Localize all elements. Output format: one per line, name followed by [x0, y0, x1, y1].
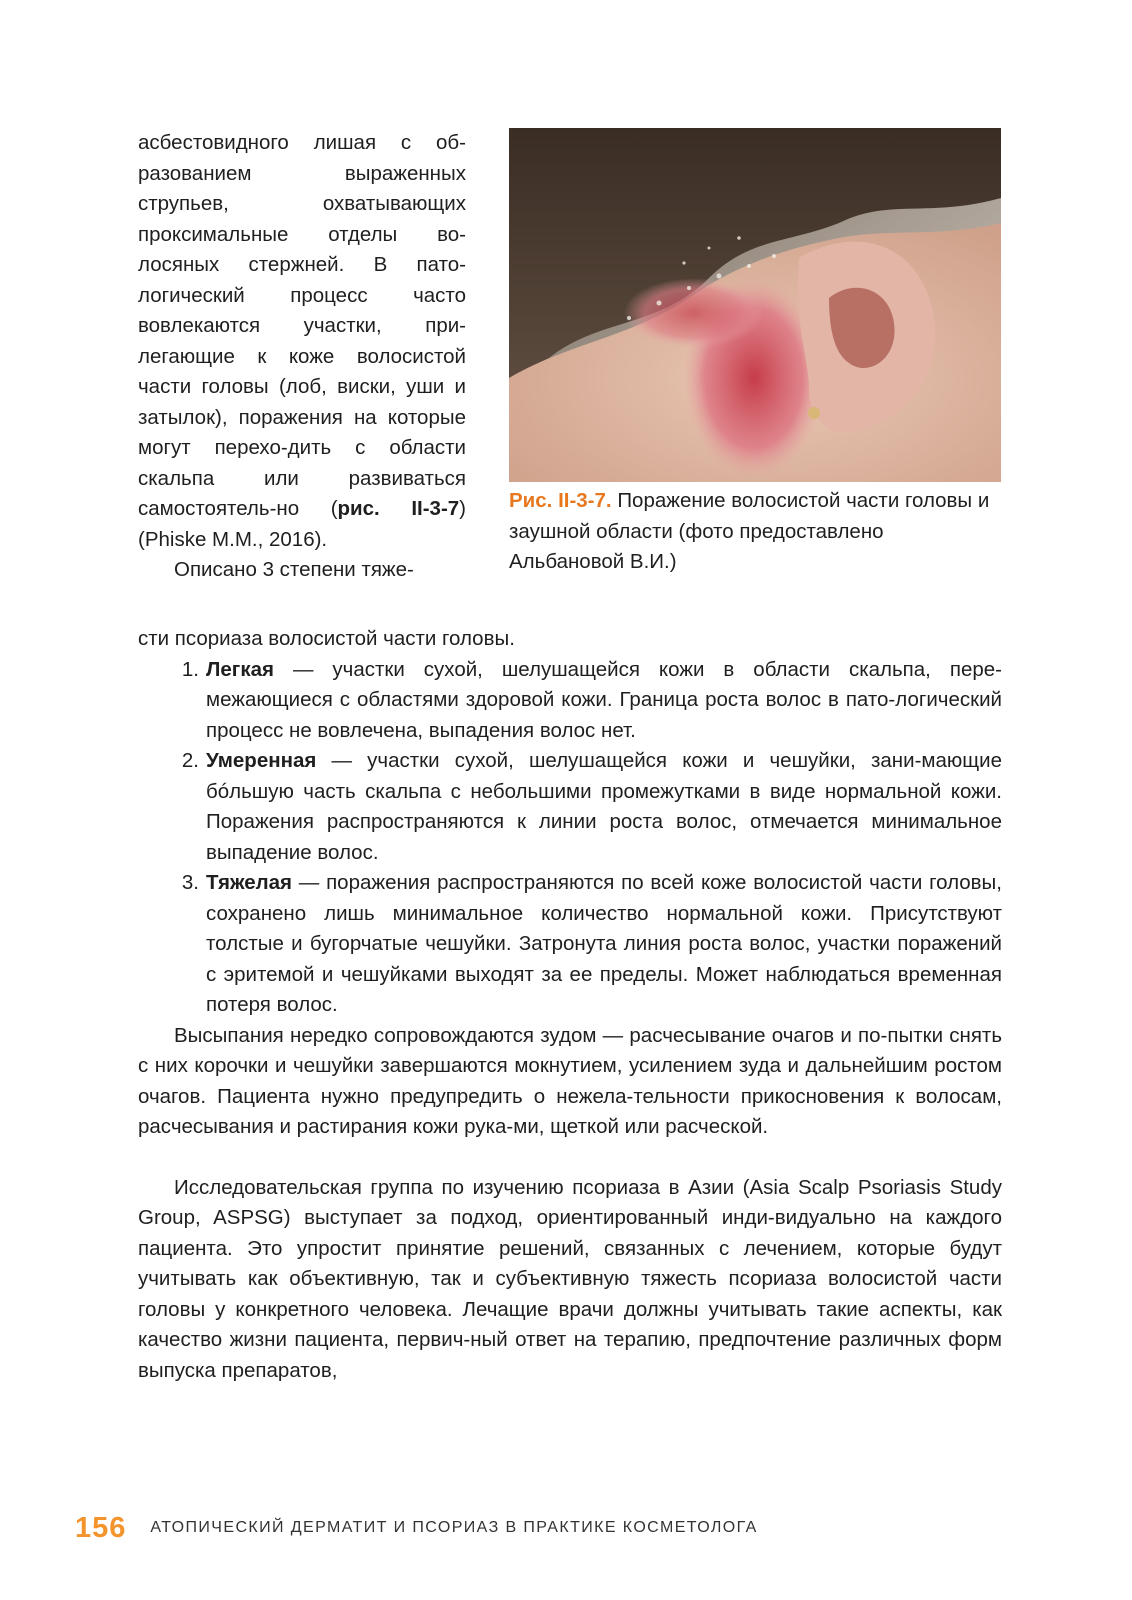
- severity-description: — участки сухой, шелушащейся кожи в области скальпа, пере-межающиеся с областями здоровой кожи. Граница роста волос в пато-логический процесс не вовлечена, выпадения волос нет.: [206, 657, 1002, 742]
- intro-column: [138, 128, 466, 586]
- running-title: АТОПИЧЕСКИЙ ДЕРМАТИТ И ПСОРИАЗ В ПРАКТИКЕ КОСМЕТОЛОГА: [150, 1519, 758, 1536]
- figure-reference: рис. II-3-7: [337, 497, 460, 520]
- list-item: [138, 746, 1002, 868]
- list-number: 2.: [181, 749, 199, 772]
- list-item: [138, 655, 1002, 747]
- intro-paragraph: [138, 128, 466, 555]
- severity-term: Тяжелая: [206, 871, 293, 894]
- caption-text: Поражение волосистой части головы и заушной области (фото предоставлено Альбановой В.И.): [509, 489, 990, 573]
- severity-description: — участки сухой, шелушащейся кожи и чешуйки, зани-мающие бóльшую часть скальпа с небольшими промежутками в виде нормальной кожи. Поражения распространяются к линии роста волос, отмечается минимальное выпадение волос.: [206, 749, 1002, 864]
- list-number: 3.: [181, 871, 199, 894]
- list-body: [206, 746, 1002, 868]
- severity-list: [138, 655, 1002, 1021]
- aspsg-paragraph: Исследовательская группа по изучению псориаза в Азии (Asia Scalp Psoriasis Study Group, ASPSG) выступает за подход, ориентированный инди-видуально на каждого пациента. Это упростит принятие решений, связанных с лечением, которые будут учитывать как объективную, так и субъективную тяжесть псориаза волосистой части головы у конкретного человека. Лечащие врачи должны учитывать такие аспекты, как качество жизни пациента, первич-ный ответ на терапию, предпочтение различных форм выпуска препаратов,: [138, 1175, 1002, 1382]
- figure-caption: [509, 486, 1001, 578]
- severity-description: — поражения распространяются по всей коже волосистой части головы, сохранено лишь минимальное количество нормальной кожи. Присутствуют толстые и бугорчатые чешуйки. Затронута линия роста волос, участки поражений с эритемой и чешуйками выходят за ее пределы. Может наблюдаться временная потеря волос.: [206, 871, 1002, 1016]
- list-item: [138, 868, 1002, 1021]
- severity-term: Легкая: [206, 657, 274, 681]
- severity-intro-start: Описано 3 степени тяже-: [174, 558, 414, 581]
- list-number: 1.: [181, 657, 199, 681]
- list-body: [206, 655, 1002, 747]
- caption-label: Рис. II-3-7.: [509, 489, 612, 512]
- severity-intro-continuation: сти псориаза волосистой части головы.: [138, 627, 515, 650]
- page-number: 156: [75, 1511, 127, 1544]
- severity-term: Умеренная: [206, 749, 317, 772]
- intro-citation: ) (Phiske M.M., 2016).: [138, 497, 466, 551]
- scalp-lesion-photo: [509, 128, 1001, 482]
- itch-paragraph: Высыпания нередко сопровождаются зудом — расчесывание очагов и по-пытки снять с них корочки и чешуйки завершаются мокнутием, усилением зуда и дальнейшим ростом очагов. Пациента нужно предупредить о нежела-тельности прикосновения к волосам, расчесывания и растирания кожи рука-ми, щеткой или расческой.: [138, 1023, 1002, 1138]
- figure-photo: [509, 128, 1001, 482]
- main-column: [138, 624, 1002, 1386]
- intro-text: асбестовидного лишая с об-разованием выраженных струпьев, охватывающих проксимальные отделы во-лосяных стержней. В пато-логический процесс часто вовлекаются участки, при-легающие к коже волосистой части головы (лоб, виски, уши и затылок), поражения на которые могут перехо-дить с области скальпа или развиваться самостоятель-но (: [138, 131, 466, 520]
- page-footer: [75, 1510, 758, 1546]
- paragraph-gap: [138, 1143, 1002, 1173]
- list-body: [206, 868, 1002, 1021]
